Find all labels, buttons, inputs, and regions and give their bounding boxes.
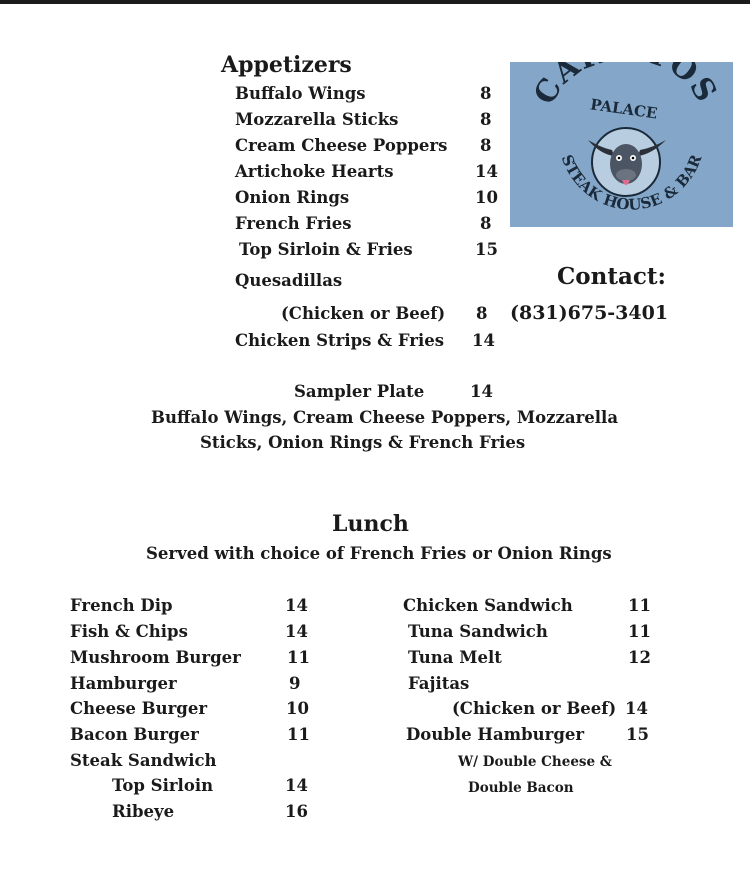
appetizer-price: 8	[480, 136, 492, 155]
appetizer-price: 14	[475, 162, 498, 181]
lunch-item-price: 16	[285, 802, 308, 821]
appetizer-price: 15	[475, 240, 498, 259]
appetizer-name: Quesadillas	[235, 271, 343, 290]
lunch-item-name: Mushroom Burger	[70, 648, 241, 667]
lunch-item-price: 14	[285, 622, 308, 641]
lunch-item-price: 11	[287, 648, 310, 667]
lunch-item-name: Bacon Burger	[70, 725, 199, 744]
lunch-item-price: 11	[628, 622, 651, 641]
lunch-subheading: Served with choice of French Fries or Onion Rings	[146, 544, 612, 563]
lunch-item-name: Hamburger	[70, 674, 177, 693]
lunch-heading: Lunch	[332, 511, 409, 537]
lunch-item-name: Fajitas	[408, 674, 470, 693]
appetizer-price: 8	[476, 304, 488, 323]
lunch-item-name: Tuna Sandwich	[408, 622, 548, 641]
contact-label: Contact:	[557, 263, 667, 290]
lunch-item-price: 15	[626, 725, 649, 744]
lunch-item-price: 11	[628, 596, 651, 615]
logo-graphic	[510, 62, 733, 227]
lunch-item-name: Tuna Melt	[408, 648, 502, 667]
lunch-item-name: Top Sirloin	[112, 776, 214, 795]
logo-tagline-text: STEAK HOUSE & BAR	[557, 152, 706, 214]
appetizer-name: Artichoke Hearts	[235, 162, 394, 181]
lunch-item-name: Fish & Chips	[70, 622, 188, 641]
sampler-price: 14	[470, 382, 493, 401]
logo-subtitle-text: PALACE	[589, 95, 659, 123]
lunch-item-name: Chicken Sandwich	[403, 596, 573, 615]
lunch-item-price: 11	[287, 725, 310, 744]
logo-title-text: CA OS	[527, 62, 724, 111]
appetizer-name: Mozzarella Sticks	[235, 110, 399, 129]
appetizer-name: Buffalo Wings	[235, 84, 366, 103]
lunch-item-price: 9	[289, 674, 301, 693]
appetizer-name: Chicken Strips & Fries	[235, 331, 444, 350]
lunch-item-name: Steak Sandwich	[70, 751, 217, 770]
appetizers-heading: Appetizers	[221, 52, 352, 78]
appetizer-name: Cream Cheese Poppers	[235, 136, 448, 155]
contact-phone: (831)675-3401	[510, 302, 669, 324]
lunch-item-name: Cheese Burger	[70, 699, 208, 718]
lunch-item-price: 14	[285, 776, 308, 795]
sampler-description-line1: Buffalo Wings, Cream Cheese Poppers, Mozzarella	[151, 408, 619, 427]
appetizer-name: Top Sirloin & Fries	[239, 240, 413, 259]
lunch-item-price: 10	[286, 699, 309, 718]
restaurant-logo	[510, 62, 733, 227]
appetizer-name: (Chicken or Beef)	[281, 304, 446, 323]
lunch-item-price: 12	[628, 648, 651, 667]
appetizer-price: 10	[475, 188, 498, 207]
appetizer-price: 8	[480, 110, 492, 129]
sampler-name: Sampler Plate	[294, 382, 425, 401]
top-border	[0, 0, 750, 4]
lunch-item-note: Double Bacon	[468, 780, 574, 796]
lunch-item-price: 14	[625, 699, 648, 718]
lunch-item-name: French Dip	[70, 596, 173, 615]
appetizer-price: 8	[480, 84, 492, 103]
appetizer-price: 8	[480, 214, 492, 233]
lunch-item-price: 14	[285, 596, 308, 615]
lunch-item-name: Ribeye	[112, 802, 175, 821]
sampler-description-line2: Sticks, Onion Rings & French Fries	[200, 433, 526, 452]
lunch-item-name: Double Hamburger	[406, 725, 585, 744]
lunch-item-name: (Chicken or Beef)	[452, 699, 617, 718]
appetizer-name: French Fries	[235, 214, 352, 233]
appetizer-price: 14	[472, 331, 495, 350]
lunch-item-note: W/ Double Cheese &	[458, 754, 612, 770]
appetizer-name: Onion Rings	[235, 188, 350, 207]
